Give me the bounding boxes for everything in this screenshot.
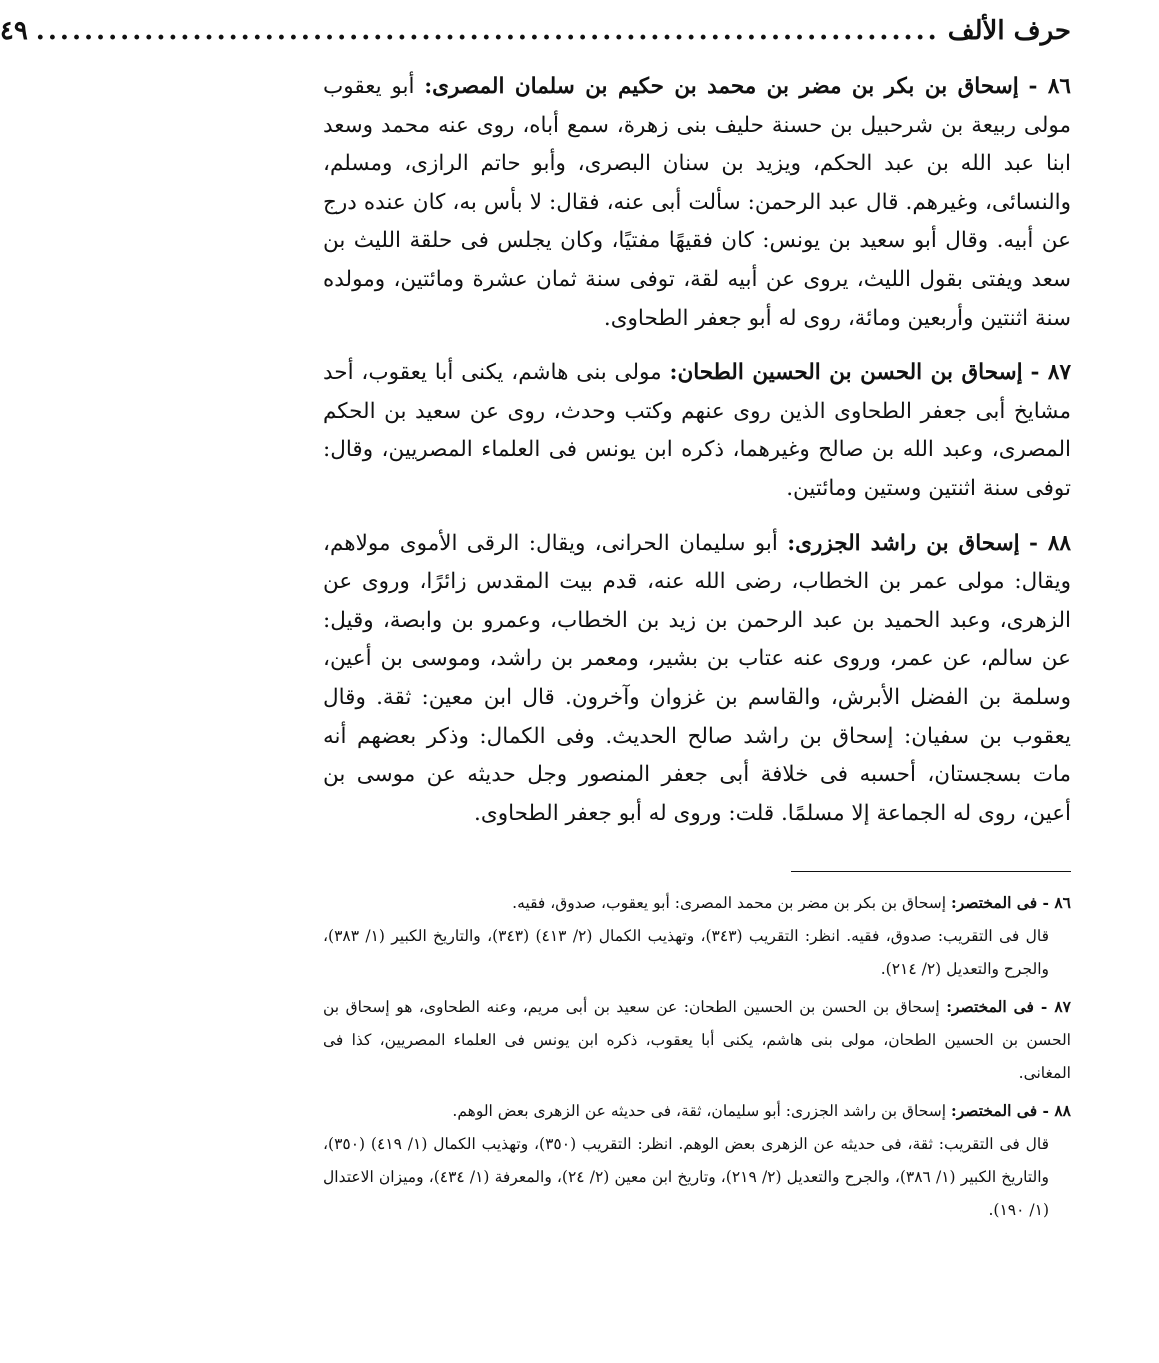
running-header [0,16,1071,68]
footnote-extra: قال فى التقريب: صدوق، فقيه. انظر: التقريب (٣٤٣)، وتهذيب الكمال (٢/ ٤١٣) (٣٤٣)، والتاريخ الكبير (١/ ٣٨٣)، والجرح والتعديل (٢/ ٢١٤). [323,927,1050,979]
footnotes [323,886,1071,1227]
header-leader-dots: ........................................................................... [35,16,940,46]
entry-text: أبو سليمان الحرانى، ويقال: الرقى الأموى مولاهم، ويقال: مولى عمر بن الخطاب، رضى الله عنه، قدم بيت المقدس زائرًا، وروى عن الزهرى، وعبد الحميد بن عبد الرحمن بن زيد بن الخطاب، وعمرو بن وابصة، وقيل: عن سالم، عن عمر، وروى عنه عتاب بن بشير، ومعمر بن راشد، وموسى بن أعين، وسلمة بن الفضل الأبرش، والقاسم بن غزوان وآخرون. قال ابن معين: ثقة. وقال يعقوب بن سفيان: إسحاق بن راشد صالح الحديث. وفى الكمال: وذكر بعضهم أنه مات بسجستان، أحسبه فى خلافة أبى جعفر المنصور وجل حديثه عن موسى بن أعين، روى له الجماعة إلا مسلمًا. قلت: وروى له أبو جعفر الطحاوى. [323,530,1071,826]
entry-number: ٨٧ - [1030,360,1071,386]
entry-name: إسحاق بن راشد الجزرى: [787,530,1020,556]
footnote-label: ٨٨ - فى المختصر: [951,1101,1071,1121]
footnote-text: إسحاق بن راشد الجزرى: أبو سليمان، ثقة، فى حديثه عن الزهرى بعض الوهم. [452,1102,947,1121]
footnote-label: ٨٦ - فى المختصر: [951,893,1071,913]
entry-text: أبو يعقوب مولى ربيعة بن شرحبيل بن حسنة حليف بنى زهرة، سمع أباه، روى عنه محمد وسعد ابنا عبد الله بن عبد الحكم، ويزيد بن سنان البصرى، وأبو حاتم الرازى، ومسلم، والنسائى، وغيرهم. قال عبد الرحمن: سألت أبى عنه، فقال: لا بأس به، كان عنده درج عن أبيه. وقال أبو سعيد بن يونس: كان فقيهًا مفتيًا، وكان يجلس فى حلقة الليث بن سعد ويفتى بقول الليث، يروى عن أبيه لقة، توفى سنة ثمان عشرة ومائتين، ومولده سنة اثنتين وأربعين ومائة، روى له أبو جعفر الطحاوى. [323,74,1071,331]
biography-entry-87 [323,354,1071,508]
footnote-text: إسحاق بن الحسن بن الحسين الطحان: عن سعيد بن أبى مريم، وعنه الطحاوى، هو إسحاق بن الحسن بن الحسين الطحان، مولى بنى هاشم، يكنى أبا يعقوب، ذكره ابن يونس فى العلماء المصريين، كذا فى المغانى. [323,998,1071,1083]
entry-name: إسحاق بن الحسن بن الحسين الطحان: [669,360,1023,386]
footnote-86 [323,886,1071,986]
footnote-88 [323,1094,1071,1227]
footnote-87 [323,990,1071,1090]
footnote-extra: قال فى التقريب: ثقة، فى حديثه عن الزهرى بعض الوهم. انظر: التقريب (٣٥٠)، وتهذيب الكمال (١/ ٤١٩) (٣٥٠)، والتاريخ الكبير (١/ ٣٨٦)، والجرح والتعديل (٢/ ٢١٩)، وتاريخ ابن معين (٢/ ٢٤)، والمعرفة (١/ ٤٣٤)، وميزان الاعتدال (١/ ١٩٠). [323,1135,1050,1220]
entry-text: مولى بنى هاشم، يكنى أبا يعقوب، أحد مشايخ أبى جعفر الطحاوى الذين روى عنهم وكتب وحدث، روى عن سعيد بن الحكم المصرى، وعبد الله بن صالح وغيرهما، ذكره ابن يونس فى العلماء المصريين، وقال: توفى سنة اثنتين وستين ومائتين. [323,360,1071,501]
page-number: ٤٩ [0,16,28,46]
entry-name: إسحاق بن بكر بن مضر بن محمد بن حكيم بن سلمان المصرى: [424,74,1019,99]
footnote-label: ٨٧ - فى المختصر: [946,997,1072,1017]
entry-number: ٨٨ - [1028,530,1071,556]
footnote-text: إسحاق بن بكر بن مضر بن محمد المصرى: أبو يعقوب، صدوق، فقيه. [512,894,947,913]
biography-entry-88 [323,525,1071,834]
biography-entry-86 [323,68,1071,338]
entry-number: ٨٦ - [1028,74,1071,99]
chapter-title: حرف الألف [947,16,1071,46]
footnote-separator [791,871,1071,872]
